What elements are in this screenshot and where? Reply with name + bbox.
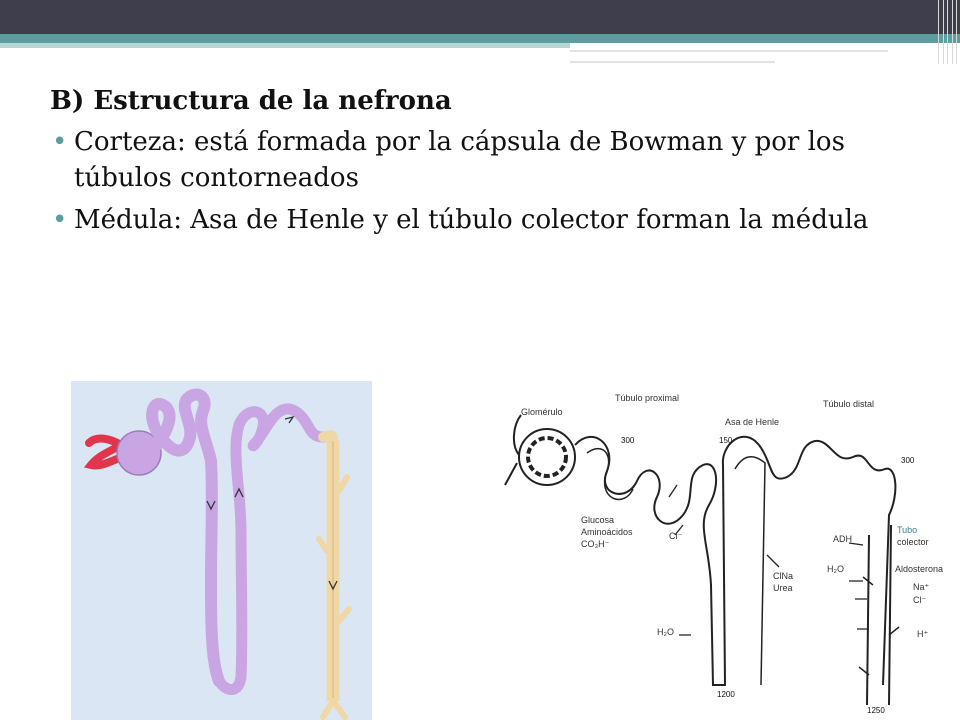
label-urea: Urea (773, 583, 793, 593)
flow-arrow (207, 417, 337, 589)
value-1200: 1200 (717, 690, 735, 699)
label-glomerulo: Glomérulo (521, 407, 563, 417)
label-co3h: CO₃H⁻ (581, 539, 610, 549)
proximal-tubule (152, 395, 219, 681)
label-na: Na⁺ (913, 582, 930, 592)
slide-body (50, 84, 910, 244)
bullet-icon: • (52, 127, 68, 157)
bullet-item (50, 202, 910, 238)
label-h2o: H₂O (827, 564, 844, 574)
slide-heading: B) Estructura de la nefrona (50, 86, 452, 116)
label-aldosterona: Aldosterona (895, 564, 944, 574)
label-adh: ADH (833, 534, 853, 544)
nephron-illustration (71, 381, 372, 720)
label-tubulo-distal: Túbulo distal (823, 399, 875, 409)
connecting-tubule (323, 435, 333, 441)
label-glucosa: Glucosa (581, 515, 615, 525)
value-300: 300 (901, 456, 915, 465)
accent-bar (0, 34, 960, 43)
value-300: 300 (621, 436, 635, 445)
nephron-drawing (71, 381, 372, 720)
label-tubo: Tubo (897, 525, 918, 535)
label-tubulo-proximal: Túbulo proximal (615, 393, 680, 403)
label-clna: ClNa (773, 571, 794, 581)
corner-decoration (934, 0, 960, 64)
bullet-text: Corteza: está formada por la cápsula de Bowman y por los túbulos contorneados (74, 127, 845, 193)
bullet-text: Médula: Asa de Henle y el túbulo colector forman la médula (74, 205, 869, 235)
top-bar (0, 0, 960, 34)
bullet-icon: • (52, 205, 68, 235)
accent-bar-light (0, 43, 570, 48)
nephron-labeled-diagram (497, 385, 952, 720)
value-1250: 1250 (867, 706, 885, 715)
nephron-line-drawing (497, 385, 952, 720)
transport-arrow (669, 485, 869, 635)
divider-line (570, 50, 888, 52)
label-aminoacidos: Aminoácidos (581, 527, 633, 537)
blood-vessel (89, 439, 121, 466)
tubule-outline (575, 437, 895, 685)
value-150: 150 (719, 436, 733, 445)
label-cl: Cl⁻ (669, 531, 683, 541)
label-colector: colector (897, 537, 929, 547)
divider-line (570, 61, 775, 63)
bullet-item (50, 124, 910, 196)
label-h: H⁺ (917, 629, 929, 639)
label-cl: Cl⁻ (913, 595, 927, 605)
loop-of-henle (219, 409, 323, 690)
label-h2o: H₂O (657, 627, 674, 637)
label-asa-de-henle: Asa de Henle (725, 417, 780, 427)
